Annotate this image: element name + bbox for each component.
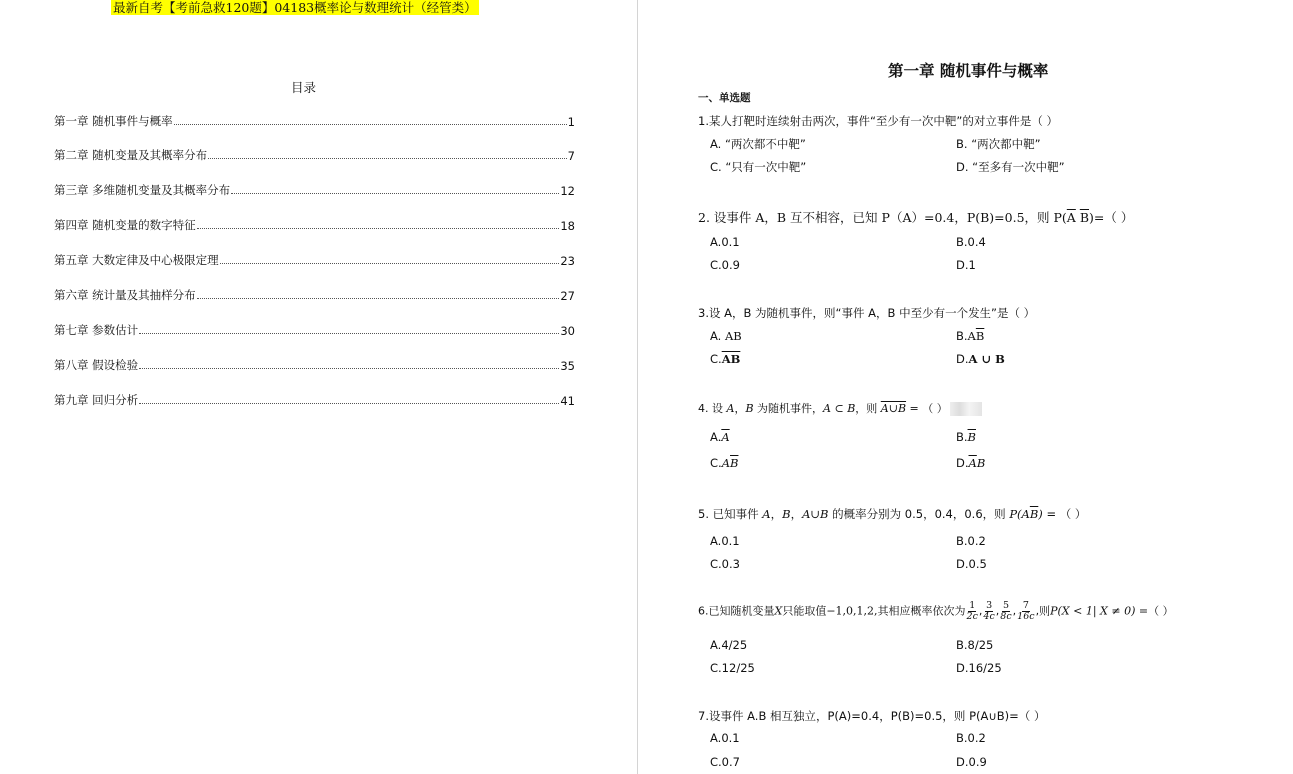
toc-entry-page: 41	[560, 394, 575, 408]
question-6-option-c: C.12/25	[710, 661, 755, 675]
toc-entry-label: 第六章 统计量及其抽样分布	[54, 288, 196, 302]
question-7-option-a: A.0.1	[710, 731, 740, 745]
toc-entry-label: 第四章 随机变量的数字特征	[54, 218, 196, 232]
question-5-option-c: C.0.3	[710, 557, 740, 571]
question-4-option-d	[956, 456, 985, 470]
fraction-numerator: 3	[986, 600, 993, 611]
question-4-option-d-math-a-bar: $\overline{A}$	[968, 456, 977, 470]
question-4-option-a-math: $\overline{A}$	[721, 430, 730, 444]
toc-entry-label: 第八章 假设检验	[54, 358, 139, 372]
question-2-option-a: A.0.1	[710, 235, 740, 249]
fraction	[967, 601, 978, 622]
toc-entry-page: 1	[567, 115, 575, 129]
question-2-stem-b-bar: $\overline{B}$	[1079, 210, 1089, 225]
question-5-option-b: B.0.2	[956, 534, 986, 548]
question-3-option-c-label: C.	[710, 352, 722, 366]
fraction-denominator: 4c	[983, 611, 995, 622]
question-3-option-d-math: A ∪ B	[968, 352, 1005, 366]
toc-entry[interactable]	[54, 357, 575, 373]
question-7-stem: 7.设事件 A.B 相互独立，P(A)=0.4，P(B)=0.5，则 P(A∪B)=（ ）	[698, 709, 1046, 723]
question-7-option-b: B.0.2	[956, 731, 986, 745]
question-7-option-c: C.0.7	[710, 755, 740, 769]
question-4-stem-a: A	[726, 402, 735, 415]
toc-leader-dots	[231, 192, 559, 194]
question-5-stem-union: A∪B	[802, 507, 829, 521]
question-6-stem-values: −1,0,1,2,	[826, 604, 878, 618]
question-6-stem-mid2: 其相应概率依次为	[877, 604, 966, 618]
document-header-title: 最新自考【考前急救120题】04183概率论与数理统计（经管类）	[113, 0, 477, 15]
question-6-stem-then: ,则	[1035, 604, 1051, 618]
fraction-numerator: 5	[1002, 600, 1009, 611]
fraction-denominator: 16c	[1017, 611, 1035, 622]
question-2-option-d: D.1	[956, 258, 976, 272]
question-2-option-b: B.0.4	[956, 235, 986, 249]
toc-entry[interactable]	[54, 287, 575, 303]
question-4-stem-cond: A ⊂ B	[823, 402, 856, 415]
fraction-denominator: 2c	[966, 611, 978, 622]
question-5-stem-p: P(A	[1009, 507, 1030, 521]
question-4-stem-sep: ，	[734, 402, 746, 415]
question-5-stem-mid: 的概率分别为 0.5，0.4，0.6，则	[828, 507, 1010, 521]
toc-entry[interactable]	[54, 182, 575, 198]
toc-entry[interactable]	[54, 322, 575, 338]
toc-entry-page: 27	[560, 289, 575, 303]
question-5-stem-b: B	[782, 507, 791, 521]
question-1-option-d: D. “至多有一次中靶”	[956, 160, 1065, 174]
toc-entry[interactable]	[54, 113, 575, 129]
question-4-option-a	[710, 430, 730, 444]
question-4-option-b	[956, 430, 976, 444]
toc-leader-dots	[174, 123, 567, 125]
question-4-option-b-math: $\overline{B}$	[967, 430, 976, 444]
question-4-option-c-label: C.	[710, 456, 722, 470]
question-3-option-a-math: AB	[724, 329, 742, 343]
question-6-stem-x: X	[774, 604, 783, 618]
toc-leader-dots	[139, 367, 559, 369]
question-4-option-c-math-a: A	[721, 456, 730, 470]
fraction	[1000, 601, 1011, 622]
question-3-option-c	[710, 352, 740, 366]
fraction-denominator: 8c	[1000, 611, 1012, 622]
question-4-option-c-math-b-bar: $\overline{B}$	[730, 456, 739, 470]
question-3-option-b-math-b-bar: $\overline{B}$	[975, 329, 985, 343]
question-2-stem-post: )=（ ）	[1089, 210, 1134, 225]
left-page	[0, 0, 637, 774]
toc-entry-page: 35	[560, 359, 575, 373]
question-3-stem: 3.设 A，B 为随机事件，则“事件 A，B 中至少有一个发生”是（ ）	[698, 306, 1036, 320]
question-4-option-d-label: D.	[956, 456, 969, 470]
question-4-option-a-label: A.	[710, 430, 722, 444]
toc-entry-label: 第三章 多维随机变量及其概率分布	[54, 183, 231, 197]
question-4-stem-mid: 为随机事件，	[753, 402, 824, 415]
toc-entry-page: 18	[560, 219, 575, 233]
fraction-numerator: 7	[1022, 600, 1029, 611]
question-5-stem-sep2: ，	[790, 507, 803, 521]
question-5-option-a: A.0.1	[710, 534, 740, 548]
toc-entry-page: 30	[560, 324, 575, 338]
question-4-stem-post: = （ ）	[906, 402, 948, 415]
question-6-stem-pre: 6.已知随机变量	[698, 604, 775, 618]
question-7-option-d: D.0.9	[956, 755, 987, 769]
question-3-option-a	[710, 329, 742, 343]
question-5-stem-a: A	[762, 507, 771, 521]
toc-entry-label: 第五章 大数定律及中心极限定理	[54, 253, 219, 267]
question-1-option-a: A. “两次都不中靶”	[710, 137, 806, 151]
toc-leader-dots	[208, 157, 567, 159]
fraction-numerator: 1	[969, 600, 976, 611]
question-5-stem-sep1: ，	[770, 507, 783, 521]
chapter-title: 第一章 随机事件与概率	[888, 62, 1049, 80]
question-1-option-b: B. “两次都中靶”	[956, 137, 1041, 151]
question-2-stem	[698, 208, 1133, 226]
question-4-option-b-label: B.	[956, 430, 968, 444]
toc-entry[interactable]	[54, 217, 575, 233]
fraction	[1017, 601, 1034, 622]
toc-entry-label: 第一章 随机事件与概率	[54, 114, 173, 128]
right-page	[638, 0, 1293, 774]
question-5-stem-post: = （ ）	[1042, 507, 1087, 521]
toc-leader-dots	[139, 332, 559, 334]
question-3-option-d	[956, 352, 1005, 366]
toc-entry-label: 第二章 随机变量及其概率分布	[54, 148, 208, 162]
question-4-stem-expr: A∪B	[880, 402, 907, 415]
question-1-option-c: C. “只有一次中靶”	[710, 160, 807, 174]
question-4-stem-pre: 4. 设	[698, 402, 727, 415]
toc-entry-page: 7	[567, 149, 575, 163]
question-4-option-d-math-b: B	[976, 456, 986, 470]
toc-entry-label: 第七章 参数估计	[54, 323, 139, 337]
question-4-stem-then: ，则	[855, 402, 881, 415]
question-1-stem: 1.某人打靶时连续射击两次，事件“至少有一次中靶”的对立事件是（ ）	[698, 114, 1059, 128]
toc-entry[interactable]	[54, 392, 575, 408]
question-2-stem-a-bar: $\overline{A}$	[1066, 210, 1076, 225]
question-5-stem-p-close: )	[1038, 507, 1043, 521]
question-6-stem-post: =（ ）	[1135, 604, 1174, 618]
question-4-option-c	[710, 456, 738, 470]
question-5-stem-pre: 5. 已知事件	[698, 507, 763, 521]
toc-entry-label: 第九章 回归分析	[54, 393, 139, 407]
question-3-option-d-label: D.	[956, 352, 969, 366]
question-5-stem	[698, 506, 1086, 522]
question-5-option-d: D.0.5	[956, 557, 987, 571]
toc-title: 目录	[291, 80, 317, 95]
question-3-option-b-label: B.	[956, 329, 968, 343]
question-4-stem-b: B	[745, 402, 754, 415]
question-6-option-d: D.16/25	[956, 661, 1002, 675]
toc-entry-page: 23	[560, 254, 575, 268]
question-6-stem: 6.已知随机变量X只能取值−1,0,1,2,其相应概率依次为 $\frac{1}{2c}$ , $\frac{3}{4c}$ , $\frac{5}{8c}$ , $\frac{7}{16c}$ ,则P(X < 1| X ≠ 0) =（ ）	[698, 600, 1174, 622]
image-artifact	[950, 402, 982, 416]
question-2-option-c: C.0.9	[710, 258, 740, 272]
toc-entry-page: 12	[560, 184, 575, 198]
toc-leader-dots	[220, 262, 560, 264]
toc-leader-dots	[197, 227, 560, 229]
fraction	[983, 601, 994, 622]
question-4-stem	[698, 400, 982, 416]
question-3-option-c-math: $\overline{AB}$	[721, 352, 741, 366]
question-6-stem-cond: P(X < 1| X ≠ 0)	[1050, 604, 1136, 618]
question-3-option-b-math-a: A	[967, 329, 976, 343]
toc-entry[interactable]	[54, 147, 575, 163]
section-title: 一、单选题	[698, 92, 751, 104]
toc-leader-dots	[197, 297, 560, 299]
question-2-stem-pre: 2. 设事件 A，B 互不相容，已知 P（A）=0.4，P(B)=0.5，则 P(	[698, 210, 1067, 225]
toc-leader-dots	[139, 402, 559, 404]
question-3-option-b	[956, 329, 984, 343]
question-3-option-a-label: A.	[710, 329, 725, 343]
question-6-option-a: A.4/25	[710, 638, 748, 652]
question-6-stem-mid: 只能取值	[782, 604, 827, 618]
question-6-option-b: B.8/25	[956, 638, 994, 652]
question-5-stem-b-bar: $\overline{B}$	[1029, 507, 1039, 521]
toc-entry[interactable]	[54, 252, 575, 268]
